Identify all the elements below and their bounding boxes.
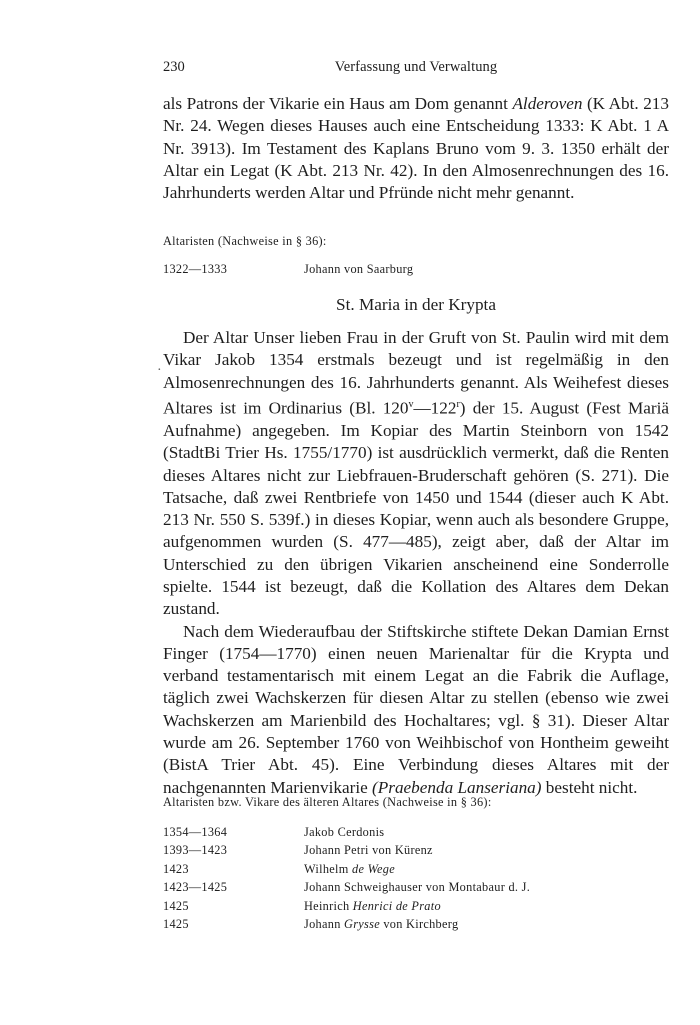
page-number: 230 <box>163 59 185 75</box>
superscript: v <box>408 398 414 410</box>
list-item-name: Johann von Saarburg <box>304 262 414 276</box>
list-item-name <box>304 843 433 861</box>
name-text: Johann Petri von Kürenz <box>304 843 433 858</box>
list-item-name <box>304 917 458 935</box>
list-item <box>163 880 669 898</box>
text: besteht nicht. <box>541 777 638 797</box>
paragraph <box>163 327 669 621</box>
name-text: Jakob Cerdonis <box>304 825 385 839</box>
italic-title: (Praebenda Lanseriana) <box>372 777 542 797</box>
list-item-years: 1322—1333 <box>163 262 228 276</box>
text: ) der 15. August (Fest Mariä Aufnahme) angegeben. Im Kopiar des Martin Steinborn von 1542 (StadtBi Trier Hs. 1755/1770) ist ausdrücklich vermerkt, daß die Renten dieses Altares nicht zur Liebfrauen-Bruderschaft gehören (S. 271). Die Tatsache, daß zwei Rentbriefe von 1450 und 1544 (dieser auch K Abt. 213 Nr. 550 S. 539f.) in dieses Kopiar, wenn auch als besondere Gruppe, aufgenommen wurden (S. 477—485), zeigt aber, daß der Altar im Unterschied zu den übrigen Vikarien anscheinend eine Sonderrolle spielte. 1544 ist bezeugt, daß die Kollation des Altares dem Dekan zustand. <box>163 398 669 619</box>
text: Nach dem Wiederaufbau der Stiftskirche stiftete Dekan Damian Ernst Finger (1754—1770) einen neuen Marienaltar für die Krypta und verband testamentarisch mit einem Legat an die Fabrik die Auflage, täglich zwei Wachskerzen für diesen Altar zu stellen (ebenso wie zwei Wachskerzen am Marienbild des Hochaltares; vgl. § 31). Dieser Altar wurde am 26. September 1760 von Weihbischof von Hontheim geweiht (BistA Trier Abt. 45). Eine Verbindung dieses Altares mit der nachgenannten Marienvikarie <box>163 621 669 797</box>
list-item-years: 1425 <box>163 916 189 931</box>
text: (K Abt. 213 Nr. 24. Wegen dieses Hauses auch eine Entscheidung 1333: K Abt. 1 A Nr. 3913). Im Testament des Kaplans Bruno vom 9. 3. 1350 erhält der Altar ein Legat (K Abt. 213 Nr. 42). In den Almosenrechnungen des 16. Jahrhunderts werden Altar und Pfründe nicht mehr genannt. <box>163 94 669 203</box>
paragraph-continuation <box>163 93 669 204</box>
altarist-list <box>163 262 669 280</box>
name-text: Johann Schweighauser von Montabaur d. J. <box>304 880 531 895</box>
page-header <box>163 59 669 79</box>
text: Der Altar Unser lieben Frau in der Gruft von St. Paulin wird mit dem Vikar Jakob 1354 erstmals bezeugt und ist regelmäßig in den Almosenrechnungen des 16. Jahrhunderts genannt. Als Weihefest dieses Altares ist im Ordinarius (Bl. 120 <box>163 328 669 418</box>
list-caption: Altaristen (Nachweise in § 36): <box>163 234 327 248</box>
list-item <box>163 917 669 935</box>
paragraph <box>163 621 669 799</box>
name-text: Wilhelm <box>304 861 353 876</box>
name-italic: Henrici de Prato <box>352 898 441 913</box>
text: —122 <box>413 398 457 418</box>
vikar-list <box>163 825 669 935</box>
list-item-name <box>304 880 530 898</box>
running-title: Verfassung und Verwaltung <box>334 59 498 75</box>
name-text: Heinrich <box>304 898 353 913</box>
list-item <box>163 862 669 880</box>
name-text: Johann <box>304 916 345 931</box>
margin-mark: · <box>157 363 162 378</box>
list-item-name <box>304 862 395 880</box>
text: als Patrons der Vikarie ein Haus am Dom genannt <box>163 94 513 113</box>
list-item-years: 1354—1364 <box>163 825 228 839</box>
name-italic: de Wege <box>352 861 395 876</box>
list-item-name <box>304 899 441 917</box>
list-item <box>163 262 669 280</box>
italic-name: Alderoven <box>512 94 583 113</box>
name-rest: von Kirchberg <box>379 916 459 931</box>
superscript: r <box>456 398 460 410</box>
list-item <box>163 825 669 843</box>
list-item-years: 1423 <box>163 861 189 876</box>
list-item-years: 1425 <box>163 898 189 913</box>
list-item-years: 1393—1423 <box>163 843 228 858</box>
list-item <box>163 843 669 861</box>
list-item <box>163 899 669 917</box>
name-italic: Grysse <box>344 916 380 931</box>
list-caption: Altaristen bzw. Vikare des älteren Altares (Nachweise in § 36): <box>163 795 492 809</box>
list-item-years: 1423—1425 <box>163 880 228 895</box>
list-item-name <box>304 825 384 843</box>
section-body <box>163 327 669 799</box>
section-heading: St. Maria in der Krypta <box>336 295 496 314</box>
